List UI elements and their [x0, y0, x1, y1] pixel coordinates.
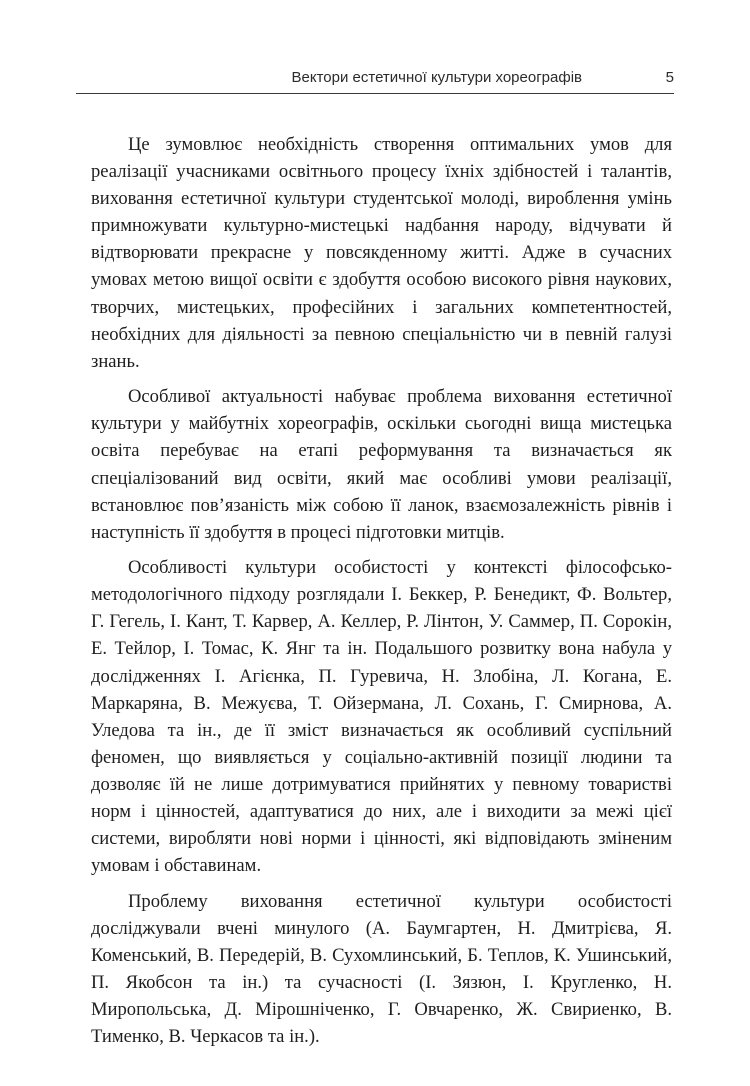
running-header-title: Вектори естетичної культури хореографів	[291, 69, 582, 86]
body-text	[91, 131, 672, 1059]
paragraph: Особливої актуальності набуває проблема виховання естетичної культури у майбутніх хореографів, оскільки сьогодні вища мистецька освіта перебуває на етапі реформування та визначається як спеціалізований вид освіти, який має особливі умови реалізації, встановлює пов’язаність між собою її ланок, взаємозалежність рівнів і наступність її здобуття в процесі підготовки митців.	[91, 386, 672, 543]
header-divider	[76, 93, 674, 94]
running-header	[76, 66, 674, 92]
paragraph: Це зумовлює необхідність створення оптимальних умов для реалізації учасниками освітнього процесу їхніх здібностей і талантів, виховання естетичної культури студентської молоді, вироблення умінь примножувати культурно-мистецькі надбання народу, відчувати й відтворювати прекрасне у повсякденному житті. Адже в сучасних умовах метою вищої освіти є здобуття особою високого рівня наукових, творчих, мистецьких, професійних і загальних компетентностей, необхідних для діяльності за певною спеціальністю чи в певній галузі знань.	[91, 134, 672, 372]
paragraph: Особливості культури особистості у контексті філософсько-методологічного підходу розглядали І. Беккер, Р. Бенедикт, Ф. Вольтер, Г. Гегель, І. Кант, Т. Карвер, А. Келлер, Р. Лінтон, У. Саммер, П. Сорокін, Е. Тейлор, І. Томас, К. Янг та ін. Подальшого розвитку вона набула у дослідженнях І. Агієнка, П. Гуревича, Н. Злобіна, Л. Когана, Е. Маркаряна, В. Межуєва, Т. Ойзермана, Л. Сохань, Г. Смирнова, А. Уледова та ін., де її зміст визначається як особливий суспільний феномен, що виявляється у соціально-активній позиції людини та дозволяє їй не лише дотримуватися прийнятих у певному товаристві норм і цінностей, адаптуватися до них, але і виходити за межі цієї системи, виробляти нові норми і цінності, які відповідають зміненим умовам і обставинам.	[91, 557, 672, 877]
paragraph: Проблему виховання естетичної культури особистості досліджували вчені минулого (А. Баумгартен, Н. Дмитрієва, Я. Коменський, В. Передерій, В. Сухомлинський, Б. Теплов, К. Ушинський, П. Якобсон та ін.) та сучасності (І. Зязюн, І. Кругленко, Н. Миропольська, Д. Мірошніченко, Г. Овчаренко, Ж. Свириенко, В. Тименко, В. Черкасов та ін.).	[91, 890, 672, 1048]
page-number: 5	[665, 69, 674, 86]
